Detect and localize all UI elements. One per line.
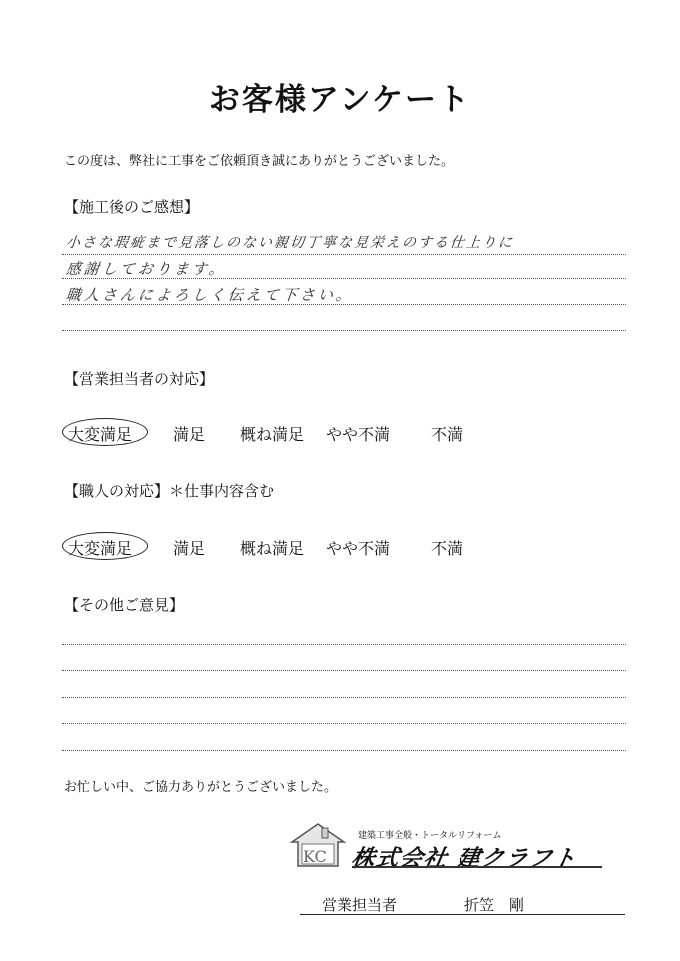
answer-line	[62, 670, 626, 671]
sales-option-mostly-satisfied[interactable]: 概ね満足	[240, 425, 305, 444]
logo-mark: KC	[303, 847, 327, 866]
craftsman-option-very-satisfied[interactable]: 大変満足	[68, 539, 133, 558]
sales-option-dissatisfied[interactable]: 不満	[431, 425, 464, 444]
craftsman-heading: 【職人の対応】＊仕事内容含む	[64, 482, 275, 500]
craftsman-option-dissatisfied[interactable]: 不満	[431, 539, 464, 558]
intro-text: この度は、弊社に工事をご依頼頂き誠にありがとうございました。	[64, 154, 455, 169]
sales-option-satisfied[interactable]: 満足	[173, 425, 206, 444]
answer-line	[62, 697, 626, 698]
page-title: お客様アンケート	[208, 82, 472, 118]
answer-line	[62, 330, 626, 331]
craftsman-option-mostly-satisfied[interactable]: 概ね満足	[240, 539, 305, 558]
impressions-heading: 【施工後のご感想】	[64, 198, 200, 216]
answer-line	[62, 254, 626, 255]
company-tagline: 建築工事全般・トータルリフォーム	[358, 831, 502, 841]
signature-label: 営業担当者	[322, 896, 398, 914]
answer-line	[62, 723, 626, 724]
company-name: 株式会社 建クラフト	[349, 846, 579, 872]
craftsman-option-somewhat-dissatisfied[interactable]: やや不満	[326, 539, 391, 558]
logo-underline	[352, 866, 602, 868]
sales-heading: 【営業担当者の対応】	[64, 370, 215, 388]
sales-option-very-satisfied[interactable]: 大変満足	[68, 425, 133, 444]
handwritten-line-1: 小さな瑕疵まで見落しのない親切丁寧な見栄えのする仕上りに	[65, 235, 515, 251]
answer-line	[62, 644, 626, 645]
signature-line	[300, 914, 625, 915]
sales-option-somewhat-dissatisfied[interactable]: やや不満	[326, 425, 391, 444]
other-heading: 【その他ご意見】	[64, 596, 185, 614]
answer-line	[62, 750, 626, 751]
handwritten-line-3: 職人さんによろしく伝えて下さい。	[65, 286, 355, 304]
handwritten-line-2: 感謝しております。	[65, 260, 228, 278]
craftsman-option-satisfied[interactable]: 満足	[173, 539, 206, 558]
closing-text: お忙しい中、ご協力ありがとうございました。	[64, 780, 338, 795]
signature-name: 折笠 剛	[464, 896, 525, 914]
